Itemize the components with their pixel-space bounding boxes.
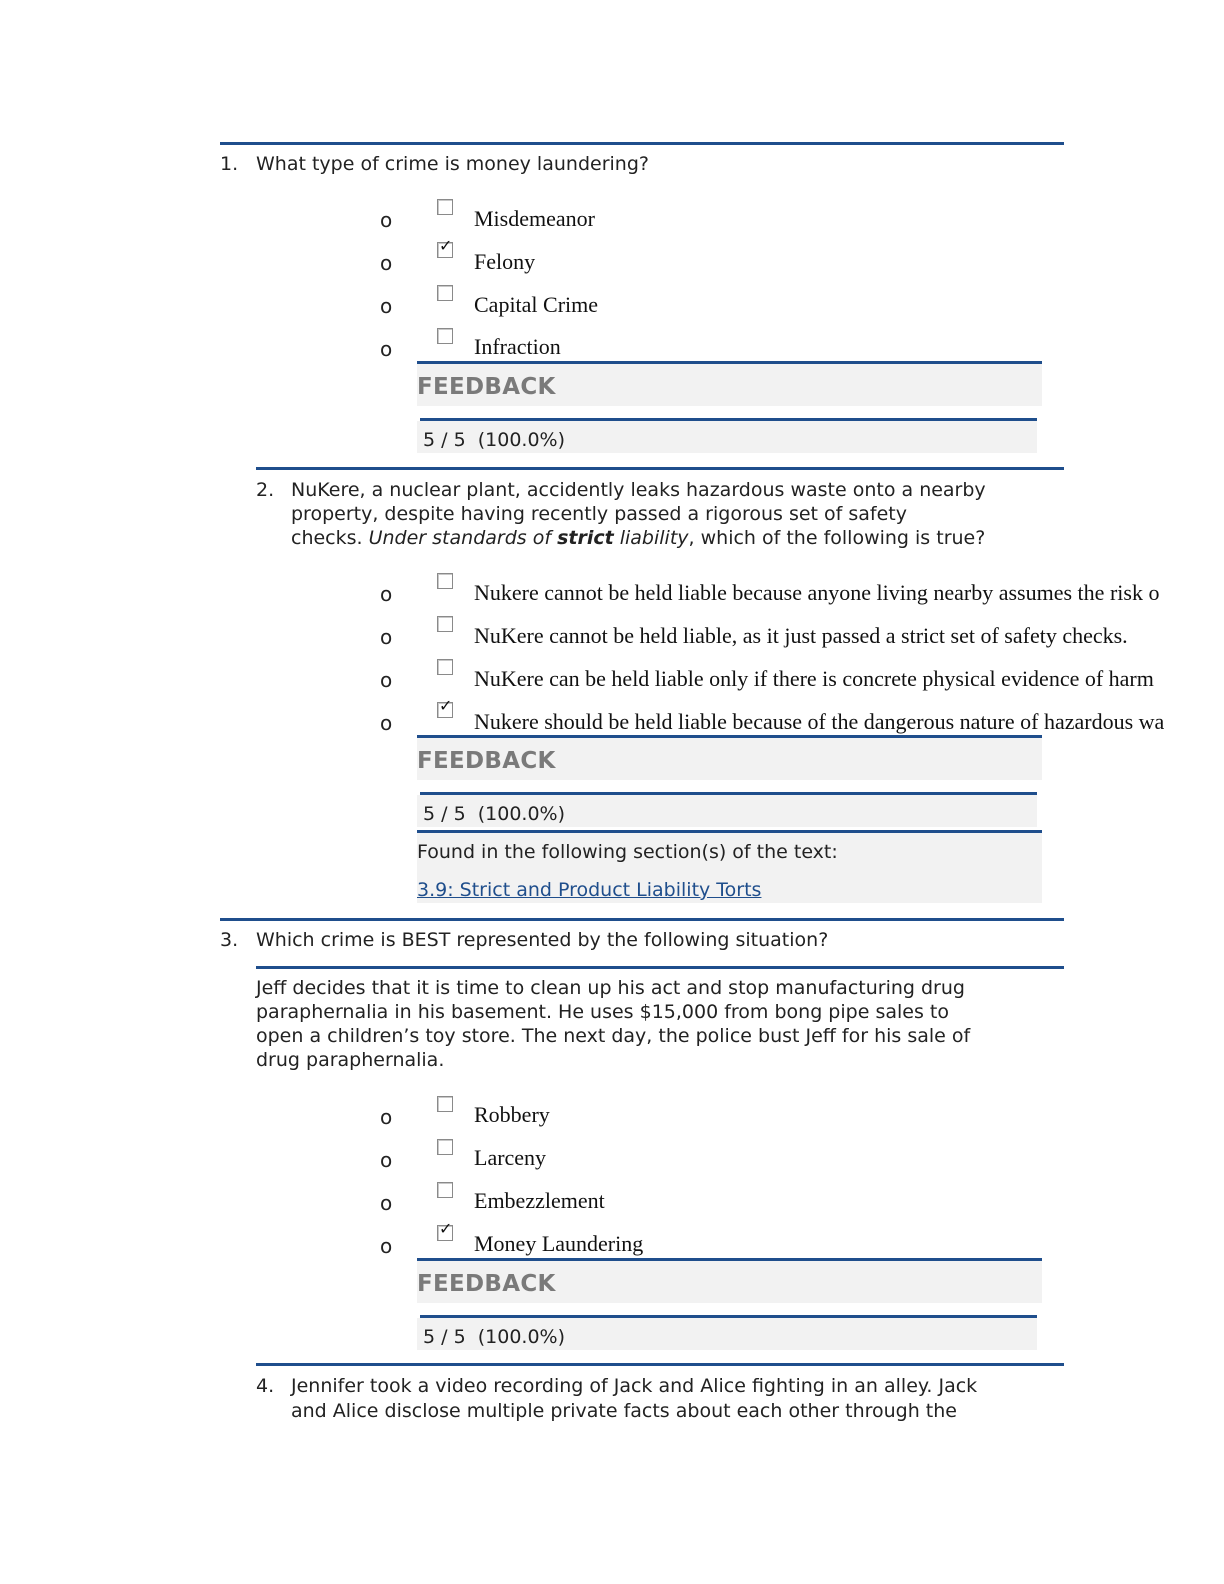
q2-text-plain2: , which of the following is true? <box>688 527 986 549</box>
q1-top-rule <box>220 142 1064 145</box>
q1-question-text: What type of crime is money laundering? <box>256 153 649 175</box>
scenario-line: Jeff decides that it is time to clean up his act and stop manufacturing drug <box>256 977 965 999</box>
bullet-icon: o <box>380 251 393 275</box>
checkbox-checked[interactable] <box>437 696 453 718</box>
q4-question-line2: and Alice disclose multiple private facts about each other through the <box>291 1400 957 1422</box>
bullet-icon: o <box>380 711 393 735</box>
feedback-title: FEEDBACK <box>417 1271 556 1297</box>
q2-text-italic2: liability <box>613 527 689 549</box>
bullet-icon: o <box>380 668 393 692</box>
feedback-section-text: Found in the following section(s) of the text: <box>417 841 838 863</box>
bullet-icon: o <box>380 625 393 649</box>
checkbox[interactable] <box>437 1096 453 1112</box>
checkbox[interactable] <box>437 1182 453 1198</box>
option-label: NuKere can be held liable only if there is concrete physical evidence of harm <box>474 666 1154 691</box>
bullet-icon: o <box>380 582 393 606</box>
checkbox-checked[interactable] <box>437 1219 453 1241</box>
scenario-line: paraphernalia in his basement. He uses $15,000 from bong pipe sales to <box>256 1001 949 1023</box>
checkbox[interactable] <box>437 573 453 589</box>
q2-question-line1: NuKere, a nuclear plant, accidently leaks hazardous waste onto a nearby <box>291 479 986 501</box>
option-label: Capital Crime <box>474 292 599 317</box>
feedback-score: 5 / 5 (100.0%) <box>423 429 566 451</box>
q3-question-text: Which crime is BEST represented by the following situation? <box>256 929 829 951</box>
q2-question-line3 <box>291 526 985 550</box>
option-label: NuKere cannot be held liable, as it just passed a strict set of safety checks. <box>474 623 1128 648</box>
section-link[interactable]: 3.9: Strict and Product Liability Torts <box>417 879 762 901</box>
bullet-icon: o <box>380 294 393 318</box>
feedback-title: FEEDBACK <box>417 374 556 400</box>
q2-question-line2: property, despite having recently passed a rigorous set of safety <box>291 503 907 525</box>
checkmark-icon: ✓ <box>439 236 453 255</box>
q2-number: 2. <box>256 479 275 501</box>
option-label: Robbery <box>474 1102 550 1127</box>
checkbox[interactable] <box>437 659 453 675</box>
checkbox[interactable] <box>437 199 453 215</box>
option-label: Embezzlement <box>474 1188 605 1213</box>
option-label: Nukere should be held liable because of the dangerous nature of hazardous wa <box>474 709 1165 734</box>
q2-text-bold-italic: strict <box>557 527 614 549</box>
feedback-score: 5 / 5 (100.0%) <box>423 1326 566 1348</box>
bullet-icon: o <box>380 1234 393 1258</box>
option-label: Infraction <box>474 334 561 359</box>
q3-top-rule <box>220 918 1064 921</box>
bullet-icon: o <box>380 337 393 361</box>
q2-text-plain: checks. <box>291 527 369 549</box>
feedback-score: 5 / 5 (100.0%) <box>423 803 566 825</box>
q4-number: 4. <box>256 1375 275 1397</box>
checkbox[interactable] <box>437 285 453 301</box>
checkbox-checked[interactable] <box>437 236 453 258</box>
checkbox[interactable] <box>437 1139 453 1155</box>
q2-text-italic: Under standards of <box>368 527 558 549</box>
bullet-icon: o <box>380 1191 393 1215</box>
q3-number: 3. <box>220 929 239 951</box>
q1-number: 1. <box>220 153 239 175</box>
q2-top-rule <box>256 467 1064 470</box>
scenario-line: drug paraphernalia. <box>256 1049 445 1071</box>
bullet-icon: o <box>380 1105 393 1129</box>
feedback-title: FEEDBACK <box>417 748 556 774</box>
bullet-icon: o <box>380 1148 393 1172</box>
bullet-icon: o <box>380 208 393 232</box>
checkbox[interactable] <box>437 328 453 344</box>
option-label: Nukere cannot be held liable because anyone living nearby assumes the risk o <box>474 580 1160 605</box>
q4-question-line1: Jennifer took a video recording of Jack and Alice fighting in an alley. Jack <box>291 1375 978 1397</box>
q4-top-rule <box>256 1363 1064 1366</box>
checkmark-icon: ✓ <box>439 696 453 715</box>
q3-scenario-rule <box>256 966 1064 969</box>
option-label: Felony <box>474 249 536 274</box>
option-label: Money Laundering <box>474 1231 644 1256</box>
option-label: Larceny <box>474 1145 547 1170</box>
scenario-line: open a children’s toy store. The next day, the police bust Jeff for his sale of <box>256 1025 971 1047</box>
checkbox[interactable] <box>437 616 453 632</box>
option-label: Misdemeanor <box>474 206 595 231</box>
checkmark-icon: ✓ <box>439 1219 453 1238</box>
